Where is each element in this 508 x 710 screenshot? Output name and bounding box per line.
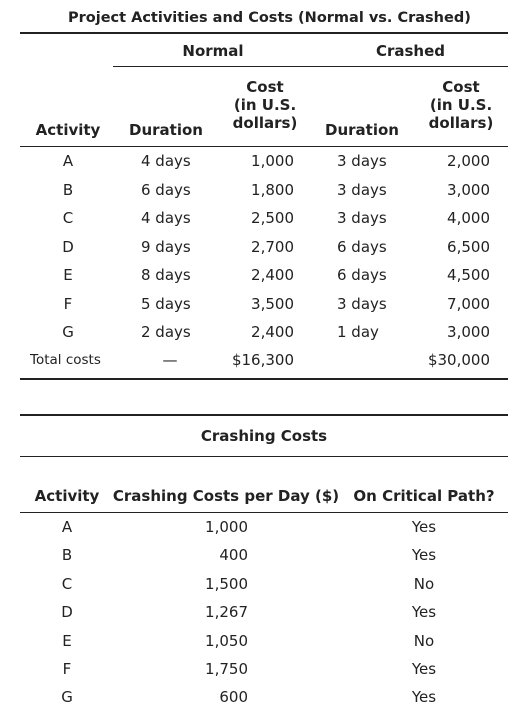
activity-cell: D (61, 603, 73, 621)
cost-per-day-cell: 1,750 (205, 660, 248, 678)
cost-per-day-cell: 400 (219, 546, 248, 564)
activity-cell: E (63, 266, 73, 284)
cost-header-line: dollars) (232, 114, 298, 132)
normal-cost-cell: 3,500 (251, 295, 294, 313)
cost-per-day-cell: 1,500 (205, 575, 248, 593)
total-normal-cost: $16,300 (231, 351, 294, 369)
group-header-rule (113, 66, 508, 67)
normal-cost-cell: 2,700 (251, 238, 294, 256)
col-crashed-duration-header: Duration (325, 121, 399, 139)
normal-duration-cell: 8 days (141, 266, 191, 284)
cost-per-day-cell: 600 (219, 688, 248, 706)
activity-cell: A (61, 518, 73, 536)
crashed-cost-cell: 3,000 (447, 323, 490, 341)
crashed-cost-cell: 4,500 (447, 266, 490, 284)
cost-header-line: (in U.S. (429, 96, 493, 114)
normal-cost-cell: 2,400 (251, 266, 294, 284)
col-normal-duration-header: Duration (129, 121, 203, 139)
t2-header-rule (20, 512, 508, 513)
normal-cost-cell: 1,000 (251, 152, 294, 170)
cost-header-line: Cost (442, 78, 480, 96)
table1-top-rule (20, 32, 508, 34)
table1-bottom-rule (20, 378, 508, 380)
normal-duration-cell: 9 days (141, 238, 191, 256)
cost-header-line: dollars) (428, 114, 494, 132)
activity-cell: C (61, 575, 73, 593)
activity-cell: F (63, 295, 73, 313)
activity-cell: B (62, 181, 74, 199)
crashed-duration-cell: 3 days (337, 295, 387, 313)
cost-header-line: Cost (246, 78, 284, 96)
critical-path-cell: Yes (411, 546, 437, 564)
crashed-duration-cell: 6 days (337, 266, 387, 284)
normal-duration-cell: 5 days (141, 295, 191, 313)
cost-per-day-cell: 1,050 (205, 632, 248, 650)
activity-cell: C (62, 209, 74, 227)
table2-top-rule (20, 414, 508, 416)
critical-path-cell: No (413, 575, 435, 593)
t2-col-cost-per-day-header: Crashing Costs per Day ($) (112, 487, 340, 505)
crashed-cost-cell: 4,000 (447, 209, 490, 227)
t2-col-critical-header: On Critical Path? (353, 487, 495, 505)
crashed-duration-cell: 6 days (337, 238, 387, 256)
normal-duration-cell: 4 days (141, 152, 191, 170)
activity-cell: G (61, 688, 73, 706)
cost-per-day-cell: 1,000 (205, 518, 248, 536)
critical-path-cell: Yes (411, 603, 437, 621)
crashed-group-header: Crashed (375, 42, 446, 60)
crashed-duration-cell: 3 days (337, 181, 387, 199)
col-normal-cost-header (222, 78, 308, 132)
table1-title: Project Activities and Costs (Normal vs. Crashed) (68, 10, 471, 26)
crashed-duration-cell: 1 day (337, 323, 379, 341)
normal-cost-cell: 1,800 (251, 181, 294, 199)
normal-cost-cell: 2,400 (251, 323, 294, 341)
activity-cell: G (62, 323, 74, 341)
critical-path-cell: No (413, 632, 435, 650)
total-normal-duration: — (162, 351, 178, 369)
t2-col-activity-header: Activity (34, 487, 100, 505)
crashed-cost-cell: 3,000 (447, 181, 490, 199)
col-activity-header: Activity (35, 121, 101, 139)
col-crashed-cost-header (418, 78, 504, 132)
table2-title: Crashing Costs (200, 427, 328, 445)
critical-path-cell: Yes (411, 688, 437, 706)
crashed-cost-cell: 6,500 (447, 238, 490, 256)
activity-cell: B (61, 546, 73, 564)
crashed-cost-cell: 2,000 (447, 152, 490, 170)
normal-cost-cell: 2,500 (251, 209, 294, 227)
activity-cell: A (62, 152, 74, 170)
activity-cell: D (62, 238, 74, 256)
crashed-duration-cell: 3 days (337, 209, 387, 227)
normal-duration-cell: 6 days (141, 181, 191, 199)
cost-header-line: (in U.S. (233, 96, 297, 114)
cost-per-day-cell: 1,267 (205, 603, 248, 621)
critical-path-cell: Yes (411, 518, 437, 536)
normal-group-header: Normal (182, 42, 244, 60)
normal-duration-cell: 4 days (141, 209, 191, 227)
total-costs-label: Total costs (30, 352, 101, 368)
column-header-rule (20, 146, 508, 147)
activity-cell: F (62, 660, 72, 678)
activity-cell: E (62, 632, 72, 650)
crashed-cost-cell: 7,000 (447, 295, 490, 313)
crashed-duration-cell: 3 days (337, 152, 387, 170)
critical-path-cell: Yes (411, 660, 437, 678)
total-crashed-cost: $30,000 (427, 351, 490, 369)
table2-title-rule (20, 456, 508, 457)
normal-duration-cell: 2 days (141, 323, 191, 341)
